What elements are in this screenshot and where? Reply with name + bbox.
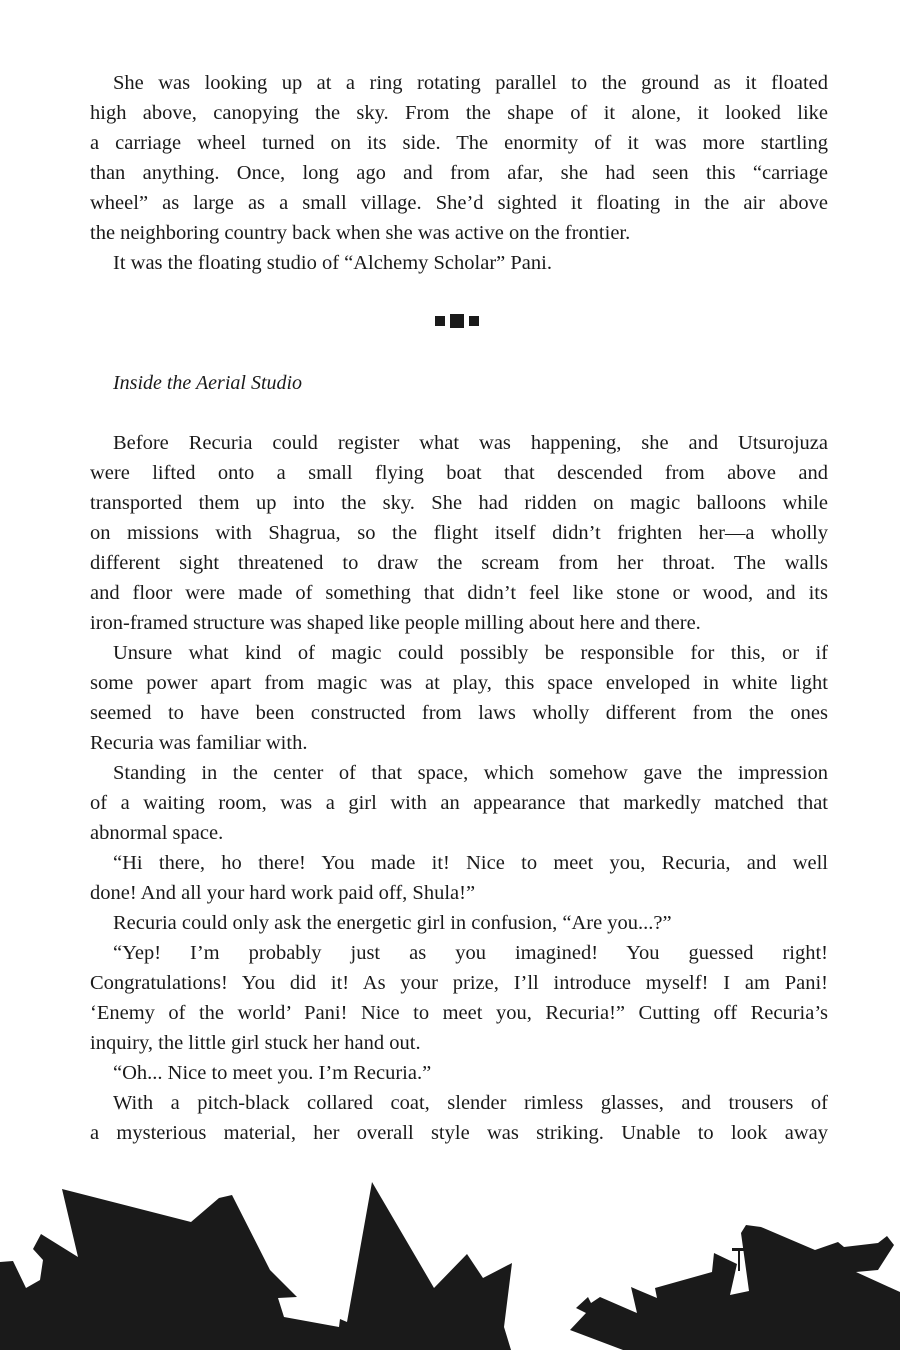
text-line: Standing in the center of that space, which somehow gave the impression	[113, 762, 828, 784]
section-heading: Inside the Aerial Studio	[113, 372, 303, 394]
text-line: wheel” as large as a small village. She’d sighted it floating in the air above	[90, 192, 828, 214]
text-line: of a waiting room, was a girl with an appearance that markedly matched that	[90, 792, 828, 814]
text-line: different sight threatened to draw the scream from her throat. The walls	[90, 552, 828, 574]
text-line: done! And all your hard work paid off, Shula!”	[90, 882, 476, 904]
text-line: iron-framed structure was shaped like people milling about here and there.	[90, 612, 701, 634]
text-line: Congratulations! You did it! As your prize, I’ll introduce myself! I am Pani!	[90, 972, 828, 994]
text-line: She was looking up at a ring rotating parallel to the ground as it floated	[113, 72, 828, 94]
text-line: a carriage wheel turned on its side. The enormity of it was more startling	[90, 132, 828, 154]
text-line: seemed to have been constructed from laws wholly different from the ones	[90, 702, 828, 724]
text-line: Recuria could only ask the energetic girl in confusion, “Are you...?”	[113, 912, 672, 934]
text-line: Before Recuria could register what was happening, she and Utsurojuza	[113, 432, 828, 454]
text-line: transported them up into the sky. She had ridden on magic balloons while	[90, 492, 828, 514]
text-line: abnormal space.	[90, 822, 224, 844]
text-line: Unsure what kind of magic could possibly be responsible for this, or if	[113, 642, 828, 664]
text-line: “Oh... Nice to meet you. I’m Recuria.”	[113, 1062, 432, 1084]
text-line: inquiry, the little girl stuck her hand out.	[90, 1032, 421, 1054]
left-shard-cluster	[0, 1182, 512, 1350]
text-line: than anything. Once, long ago and from afar, she had seen this “carriage	[90, 162, 828, 184]
cross-shard	[738, 1249, 740, 1271]
text-line: some power apart from magic was at play, this space enveloped in white light	[90, 672, 828, 694]
text-line: on missions with Shagrua, so the flight itself didn’t frighten her—a wholly	[90, 522, 828, 544]
cross-shard	[732, 1248, 750, 1251]
text-line: were lifted onto a small flying boat that descended from above and	[90, 462, 828, 484]
text-line: With a pitch-black collared coat, slender rimless glasses, and trousers of	[113, 1092, 828, 1114]
text-line: Recuria was familiar with.	[90, 732, 308, 754]
text-line: and floor were made of something that didn’t feel like stone or wood, and its	[90, 582, 828, 604]
text-line: ‘Enemy of the world’ Pani! Nice to meet you, Recuria!” Cutting off Recuria’s	[90, 1002, 828, 1024]
text-line: “Yep! I’m probably just as you imagined! You guessed right!	[113, 942, 828, 964]
text-line: high above, canopying the sky. From the shape of it alone, it looked like	[90, 102, 828, 124]
text-line: a mysterious material, her overall style was striking. Unable to look away	[90, 1122, 828, 1144]
text-line: “Hi there, ho there! You made it! Nice to meet you, Recuria, and well	[113, 852, 828, 874]
right-shard-cluster	[570, 1225, 900, 1350]
text-line: the neighboring country back when she was active on the frontier.	[90, 222, 631, 244]
text-line: It was the floating studio of “Alchemy Scholar” Pani.	[113, 252, 552, 274]
